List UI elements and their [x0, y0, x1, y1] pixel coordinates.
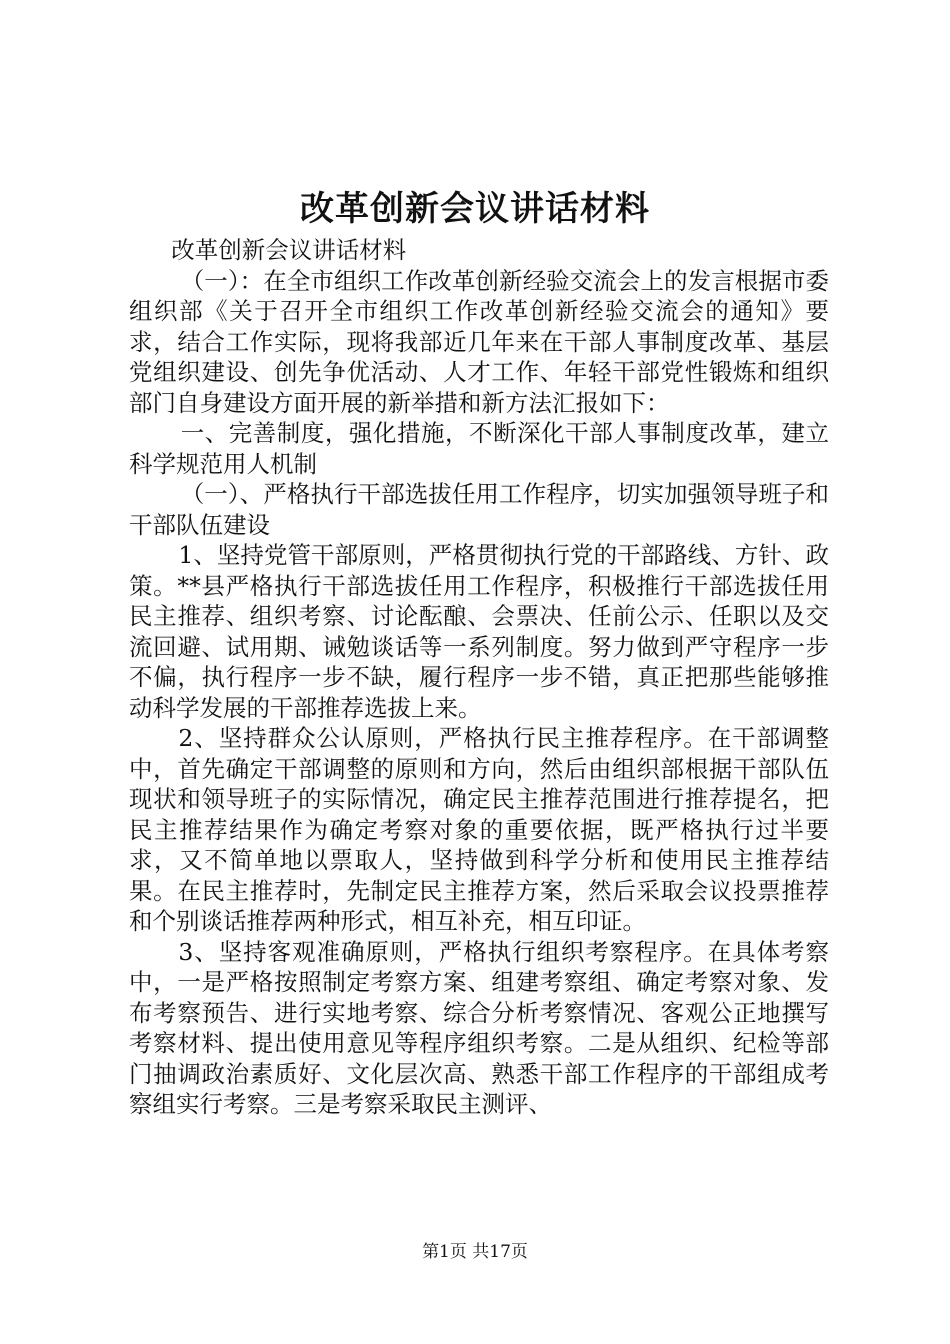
paragraph-intro: （一）：在全市组织工作改革创新经验交流会上的发言根据市委组织部《关于召开全市组织工作改革创新经验交流会的通知》要求，结合工作实际，现将我部近几年来在干部人事制度改革、基层党组织建设、创先争优活动、人才工作、年轻干部党性锻炼和组织部门自身建设方面开展的新举措和新方法汇报如下： [129, 266, 829, 417]
paragraph-item-2: 2、坚持群众公认原则，严格执行民主推荐程序。在干部调整中，首先确定干部调整的原则和方向，然后由组织部根据干部队伍现状和领导班子的实际情况，确定民主推荐范围进行推荐提名，把民主推荐结果作为确定考察对象的重要依据，既严格执行过半要求，又不简单地以票取人，坚持做到科学分析和使用民主推荐结果。在民主推荐时，先制定民主推荐方案，然后采取会议投票推荐和个别谈话推荐两种形式，相互补充，相互印证。 [129, 724, 829, 935]
paragraph-subheading-1: （一）、严格执行干部选拔任用工作程序，切实加强领导班子和干部队伍建设 [129, 480, 829, 539]
page-number-footer: 第1页 共17页 [422, 1242, 528, 1262]
paragraph-heading-1: 一、完善制度，强化措施，不断深化干部人事制度改革，建立科学规范用人机制 [129, 419, 829, 478]
paragraph-item-1: 1、坚持党管干部原则，严格贯彻执行党的干部路线、方针、政策。**县严格执行干部选拔任用工作程序，积极推行干部选拔任用民主推荐、组织考察、讨论酝酿、会票决、任前公示、任职以及交流回避、试用期、诫勉谈话等一系列制度。努力做到严守程序一步不偏，执行程序一步不缺，履行程序一步不错，真正把那些能够推动科学发展的干部推荐选拔上来。 [129, 541, 829, 722]
paragraph-subtitle: 改革创新会议讲话材料 [171, 236, 407, 264]
paragraph-item-3: 3、坚持客观准确原则，严格执行组织考察程序。在具体考察中，一是严格按照制定考察方案、组建考察组、确定考察对象、发布考察预告、进行实地考察、综合分析考察情况、客观公正地撰写考察材料、提出使用意见等程序组织考察。二是从组织、纪检等部门抽调政治素质好、文化层次高、熟悉干部工作程序的干部组成考察组实行考察。三是考察采取民主测评、 [129, 937, 829, 1118]
document-body [129, 235, 829, 1120]
document-title: 改革创新会议讲话材料 [300, 189, 650, 229]
